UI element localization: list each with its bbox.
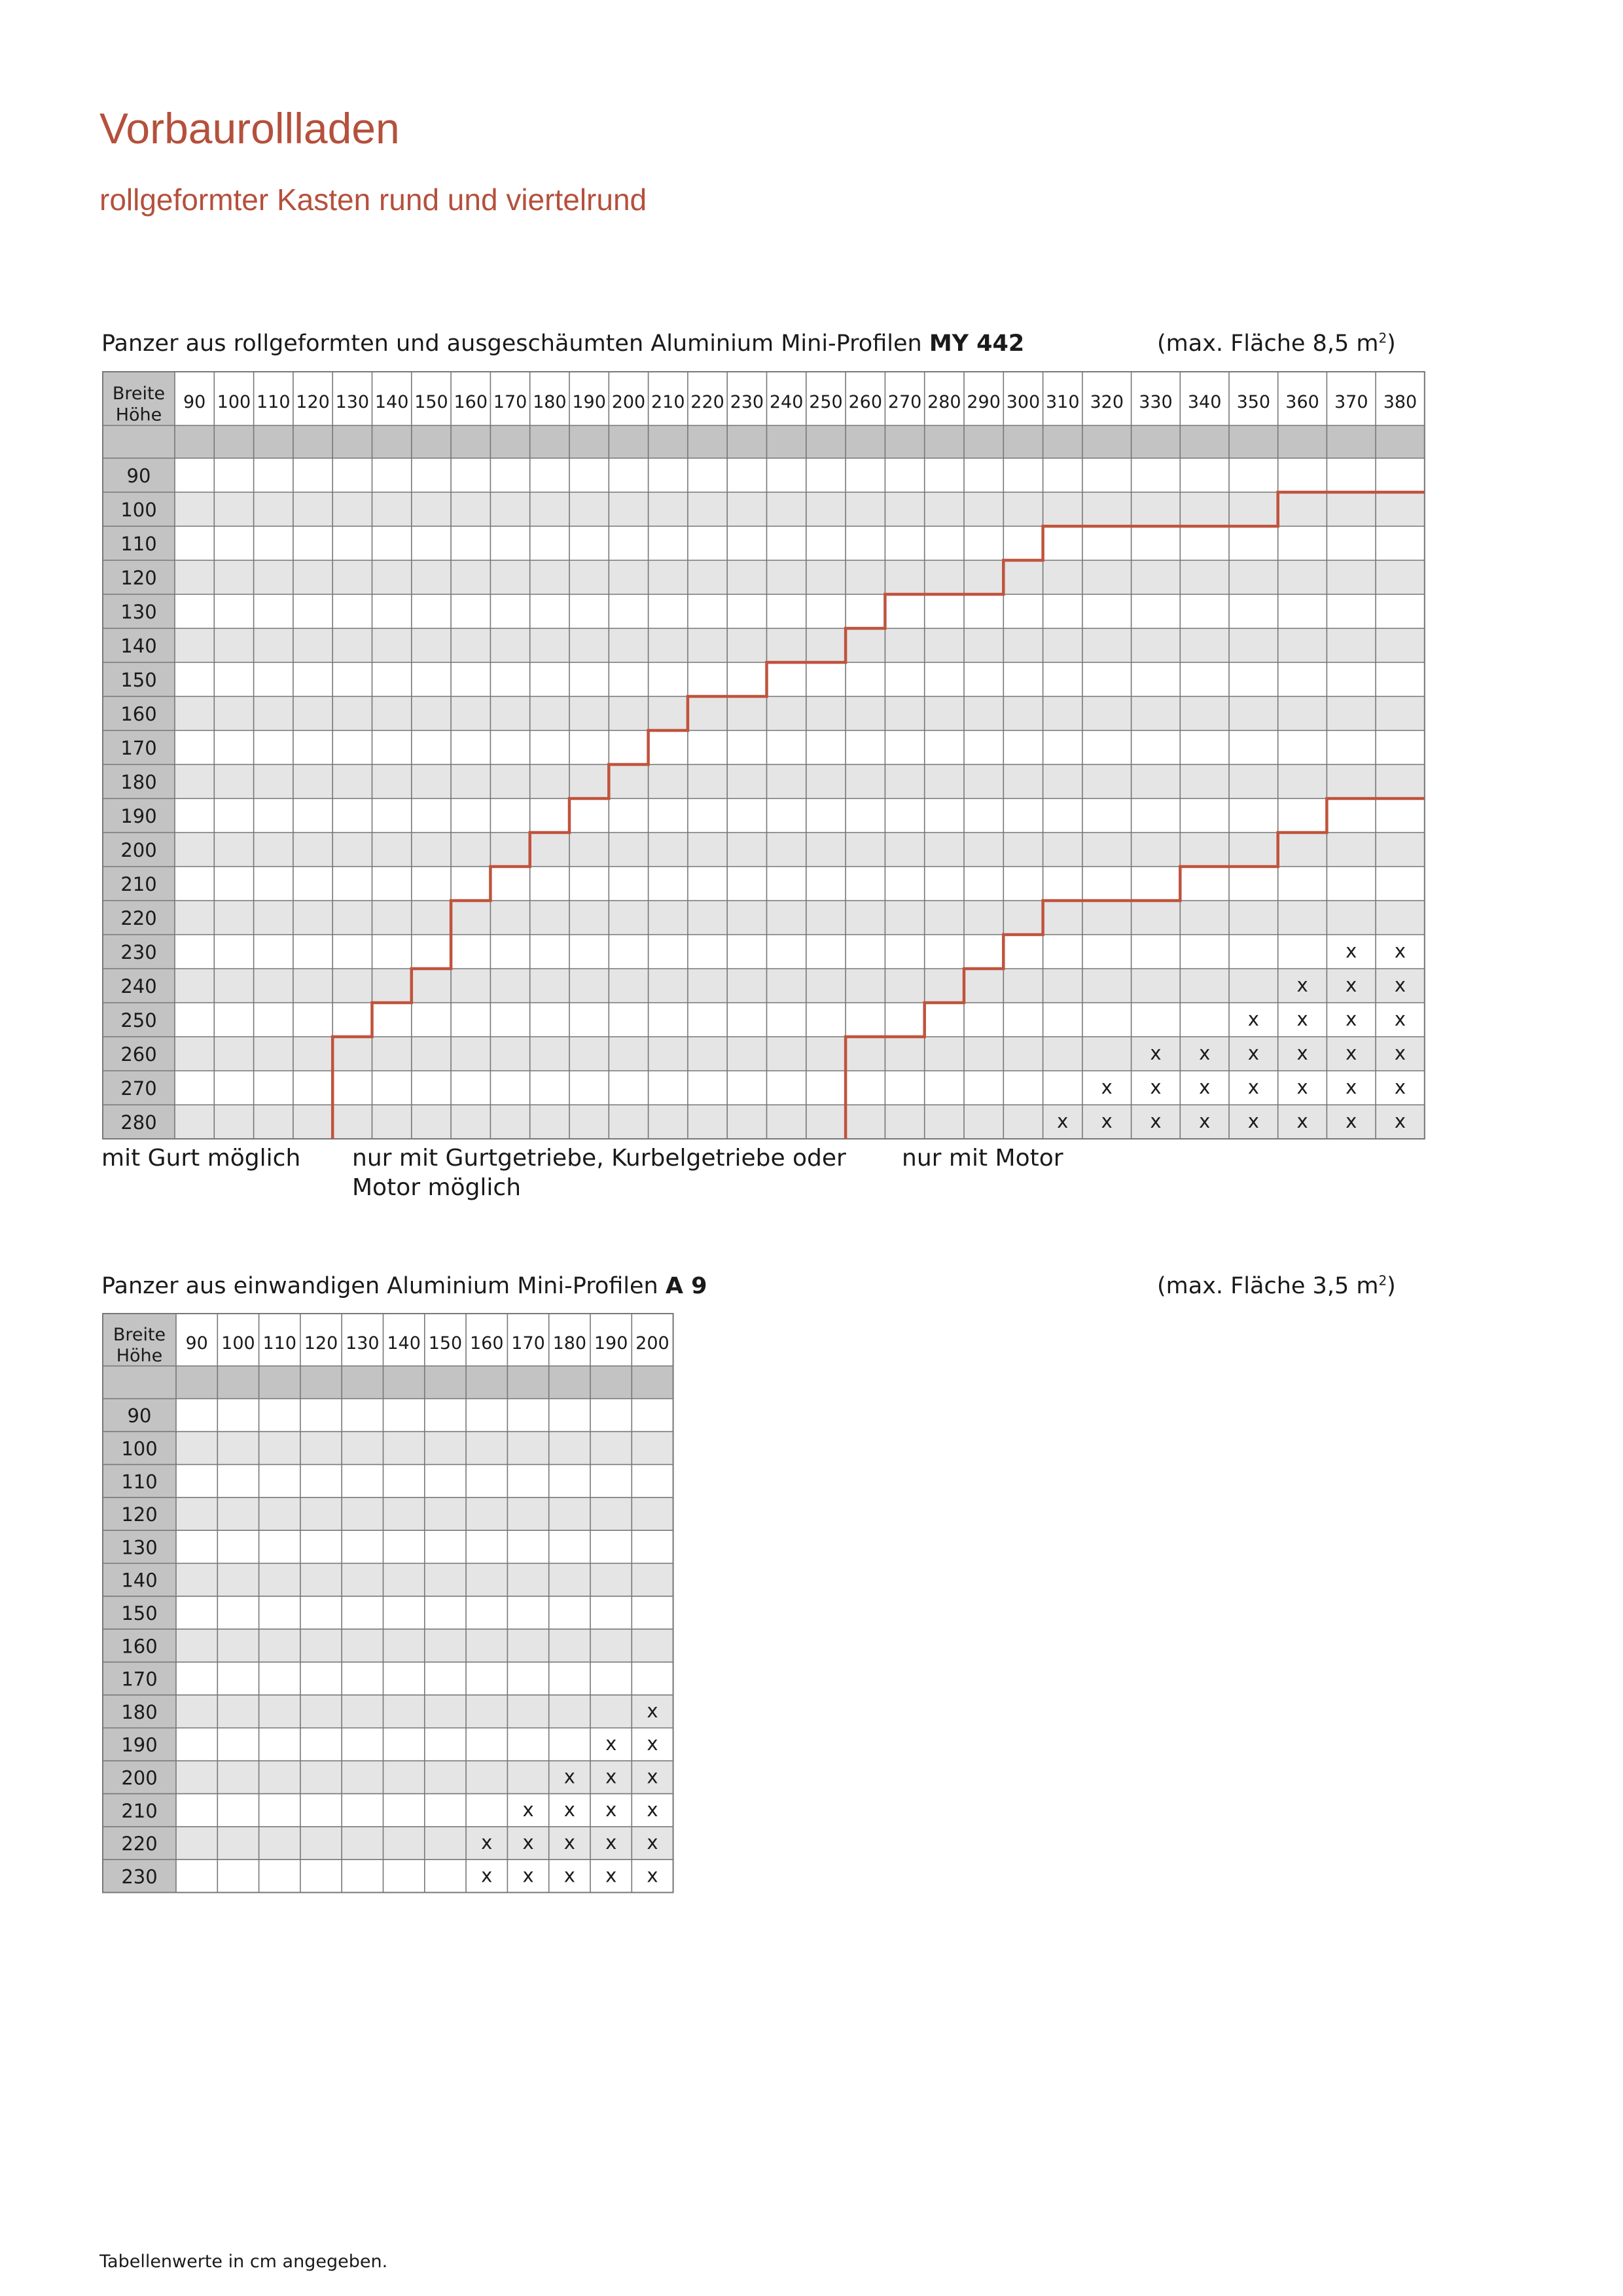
height-label: 180 (120, 771, 157, 794)
cell-x-mark: x (1346, 1042, 1357, 1065)
height-label: 210 (121, 1799, 158, 1822)
width-label: 110 (262, 1333, 297, 1354)
cell-x-mark: x (1150, 1076, 1162, 1099)
cell-x-mark: x (647, 1699, 658, 1722)
header-breite: Breite (112, 383, 166, 404)
height-label: 110 (120, 533, 157, 556)
legend-gurt: mit Gurt möglich (101, 1145, 301, 1172)
cell-x-mark: x (1247, 1110, 1259, 1133)
height-label: 180 (121, 1700, 158, 1723)
cell-x-mark: x (1346, 940, 1357, 963)
width-label: 170 (511, 1333, 545, 1354)
table2-grid (101, 1312, 675, 1894)
table1-caption-text: Panzer aus rollgeformten und ausgeschäumten Aluminium Mini-Profilen (101, 331, 929, 357)
height-label: 150 (121, 1602, 158, 1624)
height-label: 250 (120, 1009, 157, 1032)
cell-x-mark: x (1101, 1110, 1113, 1133)
height-label: 220 (120, 907, 157, 930)
width-label: 140 (387, 1333, 421, 1354)
width-label: 130 (346, 1333, 380, 1354)
cell-x-mark: x (1247, 1008, 1259, 1031)
height-label: 190 (121, 1734, 158, 1757)
width-label: 120 (296, 392, 330, 413)
cell-x-mark: x (1346, 1008, 1357, 1031)
cell-x-mark: x (1199, 1042, 1211, 1065)
width-label: 150 (414, 392, 448, 413)
table1-grid (101, 370, 1426, 1140)
width-label: 120 (304, 1333, 338, 1354)
cell-x-mark: x (1057, 1110, 1069, 1133)
cell-x-mark: x (647, 1732, 658, 1755)
width-label: 180 (533, 392, 567, 413)
width-label: 270 (887, 392, 922, 413)
height-label: 170 (120, 737, 157, 760)
table-row (175, 901, 1425, 935)
height-label: 160 (121, 1635, 158, 1658)
cell-x-mark: x (1394, 1008, 1406, 1031)
width-label: 320 (1090, 392, 1124, 413)
width-label: 180 (552, 1333, 587, 1354)
table-row (175, 1003, 1425, 1037)
table2-caption (101, 1273, 707, 1299)
header-hoehe: Höhe (116, 1346, 163, 1367)
table2-max-area (1157, 1273, 1396, 1299)
height-label: 230 (121, 1865, 158, 1888)
height-label: 220 (121, 1833, 158, 1856)
width-label: 100 (217, 392, 251, 413)
height-label: 230 (120, 941, 157, 964)
cell-x-mark: x (605, 1765, 617, 1788)
width-label: 150 (428, 1333, 463, 1354)
cell-x-mark: x (1296, 974, 1308, 997)
height-label: 110 (121, 1470, 158, 1493)
legend-motor: nur mit Motor (902, 1145, 1063, 1172)
table-row (175, 628, 1425, 662)
height-label: 130 (120, 601, 157, 624)
table-row (175, 730, 1425, 764)
table1-max-area-close: ) (1387, 331, 1396, 357)
cell-x-mark: x (1394, 974, 1406, 997)
table2-caption-text: Panzer aus einwandigen Aluminium Mini-Profilen (101, 1273, 666, 1299)
cell-x-mark: x (481, 1864, 493, 1887)
cell-x-mark: x (1101, 1076, 1113, 1099)
cell-x-mark: x (647, 1765, 658, 1788)
height-label: 280 (120, 1111, 157, 1134)
height-label: 140 (121, 1569, 158, 1592)
height-label: 190 (120, 805, 157, 828)
width-label: 290 (967, 392, 1001, 413)
width-label: 90 (183, 392, 206, 413)
height-label: 100 (120, 499, 157, 522)
width-label: 210 (651, 392, 685, 413)
height-label: 200 (120, 839, 157, 862)
table-row (175, 560, 1425, 594)
cell-x-mark: x (563, 1798, 575, 1821)
table1-max-area-sup: 2 (1378, 330, 1387, 346)
height-label: 160 (120, 703, 157, 726)
cell-x-mark: x (605, 1798, 617, 1821)
table2-max-area-sup: 2 (1378, 1272, 1387, 1289)
width-label: 360 (1285, 392, 1319, 413)
width-label: 340 (1187, 392, 1222, 413)
width-label: 170 (493, 392, 527, 413)
height-label: 120 (121, 1503, 158, 1526)
width-label: 220 (690, 392, 724, 413)
cell-x-mark: x (647, 1831, 658, 1854)
table-row (175, 1105, 1425, 1139)
cell-x-mark: x (1346, 974, 1357, 997)
table-row (175, 1071, 1425, 1105)
table1-max-area-text: (max. Fläche 8,5 m (1157, 331, 1379, 357)
grid2-svg (101, 1312, 675, 1894)
cell-x-mark: x (647, 1864, 658, 1887)
table-row (175, 526, 1425, 560)
height-label: 270 (120, 1077, 157, 1100)
cell-x-mark: x (522, 1798, 534, 1821)
header-hoehe: Höhe (115, 404, 162, 425)
table-row (175, 1037, 1425, 1071)
page-title: Vorbaurollladen (99, 104, 400, 152)
cell-x-mark: x (605, 1831, 617, 1854)
cell-x-mark: x (1150, 1110, 1162, 1133)
height-label: 170 (121, 1668, 158, 1691)
cell-x-mark: x (1199, 1076, 1211, 1099)
width-label: 380 (1383, 392, 1418, 413)
cell-x-mark: x (1247, 1042, 1259, 1065)
height-label: 120 (120, 567, 157, 590)
cell-x-mark: x (1394, 1042, 1406, 1065)
grid1-svg (101, 370, 1426, 1140)
width-label: 160 (469, 1333, 504, 1354)
table-row (175, 833, 1425, 867)
cell-x-mark: x (1394, 940, 1406, 963)
height-label: 210 (120, 873, 157, 896)
table2-max-area-text: (max. Fläche 3,5 m (1157, 1273, 1379, 1299)
cell-x-mark: x (647, 1798, 658, 1821)
cell-x-mark: x (1296, 1008, 1308, 1031)
cell-x-mark: x (563, 1765, 575, 1788)
header-breite: Breite (113, 1325, 166, 1346)
height-label: 200 (121, 1767, 158, 1789)
cell-x-mark: x (1296, 1110, 1308, 1133)
width-label: 300 (1006, 392, 1041, 413)
cell-x-mark: x (1150, 1042, 1162, 1065)
width-label: 250 (809, 392, 843, 413)
width-label: 310 (1045, 392, 1080, 413)
table-row (175, 458, 1425, 492)
table-row (175, 867, 1425, 901)
width-label: 200 (611, 392, 646, 413)
height-label: 100 (121, 1437, 158, 1460)
cell-x-mark: x (481, 1831, 493, 1854)
legend-getriebe-line2: Motor möglich (352, 1174, 522, 1201)
table-row (175, 764, 1425, 798)
cell-x-mark: x (522, 1864, 534, 1887)
height-label: 240 (120, 975, 157, 998)
width-label: 370 (1334, 392, 1368, 413)
width-label: 230 (730, 392, 764, 413)
table-row (175, 969, 1425, 1003)
cell-x-mark: x (1346, 1110, 1357, 1133)
table-row (175, 798, 1425, 833)
width-label: 140 (374, 392, 409, 413)
cell-x-mark: x (605, 1864, 617, 1887)
width-label: 280 (927, 392, 961, 413)
cell-x-mark: x (1394, 1110, 1406, 1133)
height-label: 260 (120, 1043, 157, 1066)
height-label: 90 (127, 1405, 152, 1427)
width-label: 240 (769, 392, 804, 413)
width-label: 100 (221, 1333, 255, 1354)
cell-x-mark: x (1296, 1076, 1308, 1099)
page-subtitle: rollgeformter Kasten rund und viertelrund (99, 183, 647, 217)
table1-max-area (1157, 331, 1396, 357)
cell-x-mark: x (605, 1732, 617, 1755)
legend-getriebe-line1: nur mit Gurtgetriebe, Kurbelgetriebe oder (352, 1145, 846, 1172)
width-label: 260 (848, 392, 883, 413)
width-label: 190 (572, 392, 606, 413)
table-row (175, 662, 1425, 696)
cell-x-mark: x (1199, 1110, 1211, 1133)
cell-x-mark: x (1346, 1076, 1357, 1099)
cell-x-mark: x (1296, 1042, 1308, 1065)
cell-x-mark: x (1394, 1076, 1406, 1099)
table-row (175, 492, 1425, 526)
cell-x-mark: x (563, 1864, 575, 1887)
footnote: Tabellenwerte in cm angegeben. (99, 2251, 388, 2272)
width-label: 160 (454, 392, 488, 413)
table2-max-area-close: ) (1387, 1273, 1396, 1299)
cell-x-mark: x (563, 1831, 575, 1854)
width-label: 90 (185, 1333, 208, 1354)
width-label: 130 (335, 392, 370, 413)
cell-x-mark: x (1247, 1076, 1259, 1099)
table1-caption-profile: MY 442 (929, 331, 1025, 357)
height-label: 90 (126, 465, 151, 488)
table-row (175, 594, 1425, 628)
width-label: 200 (635, 1333, 669, 1354)
height-label: 150 (120, 669, 157, 692)
width-label: 190 (594, 1333, 628, 1354)
width-label: 350 (1236, 392, 1271, 413)
table2-caption-profile: A 9 (665, 1273, 707, 1299)
width-label: 330 (1139, 392, 1173, 413)
table-row (175, 696, 1425, 730)
table-row (175, 935, 1425, 969)
legend-getriebe (352, 1143, 846, 1202)
table1-caption (101, 331, 1024, 357)
width-label: 110 (256, 392, 291, 413)
width-subheader-row (175, 425, 1425, 458)
cell-x-mark: x (522, 1831, 534, 1854)
height-label: 130 (121, 1536, 158, 1559)
height-label: 140 (120, 635, 157, 658)
